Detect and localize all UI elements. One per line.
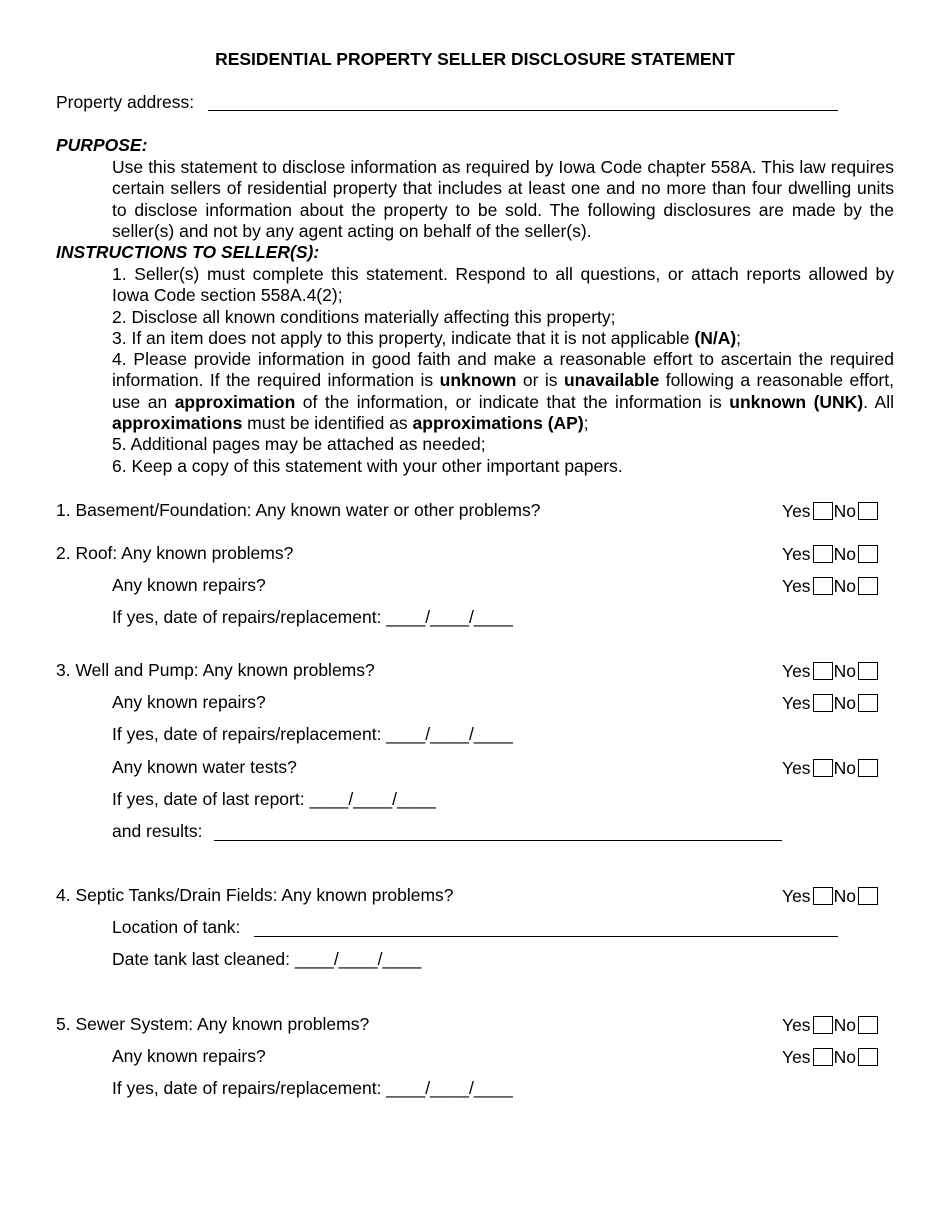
q3-repairs-yes-no: Yes No [782,694,879,713]
q3-tests-no-checkbox[interactable] [858,759,878,777]
q3-yes-no: Yes No [782,662,879,681]
instruction-4: 4. Please provide information in good faith and make a reasonable effort to ascertain the required information. If the required information is unknown or is unavailable following a reasonable effort, use an approximation of the information, or indicate that the information is unknown (UNK). All approximations must be identified as approximations (AP); [112,349,895,434]
q4-location-field[interactable] [254,936,838,937]
q3-repairs-yes-checkbox[interactable] [813,694,833,712]
q4-yes-checkbox[interactable] [813,887,833,905]
q3-tests-yes-checkbox[interactable] [813,759,833,777]
q3-water-tests-question: Any known water tests? [112,757,297,777]
q5-yes-checkbox[interactable] [813,1016,833,1034]
property-address-field[interactable] [208,110,838,111]
q1-yes-no: Yes No [782,502,879,521]
q3-report-date[interactable]: If yes, date of last report: ____/____/____ [112,789,436,809]
q3-repair-date[interactable]: If yes, date of repairs/replacement: ____/____/____ [112,724,513,744]
purpose-text: Use this statement to disclose information as required by Iowa Code chapter 558A. This law requires certain sellers of residential property that includes at least one and no more than four dwelling units to disclose information about the property to be sold. The following disclosures are made by the seller(s) and not by any agent acting on behalf of the seller(s). [112,157,894,241]
purpose-heading: PURPOSE: [56,135,148,155]
q4-yes-no: Yes No [782,887,879,906]
q2-repairs-no-checkbox[interactable] [858,577,878,595]
property-address-label: Property address: [56,92,195,112]
q5-repairs-yes-checkbox[interactable] [813,1048,833,1066]
instructions-heading: INSTRUCTIONS TO SELLER(S): [56,242,320,262]
q4-cleaned-date[interactable]: Date tank last cleaned: ____/____/____ [112,949,422,969]
q2-yes-no: Yes No [782,545,879,564]
q3-tests-yes-no: Yes No [782,759,879,778]
q5-repair-date[interactable]: If yes, date of repairs/replacement: ____/____/____ [112,1078,513,1098]
q2-roof-question: 2. Roof: Any known problems? [56,543,294,563]
instruction-1: 1. Seller(s) must complete this statement. Respond to all questions, or attach reports allowed by Iowa Code section 558A.4(2); [112,264,894,306]
q4-septic-question: 4. Septic Tanks/Drain Fields: Any known problems? [56,885,454,905]
q2-no-checkbox[interactable] [858,545,878,563]
instructions-list [112,264,894,477]
q3-repairs-question: Any known repairs? [112,692,266,712]
q3-results-label: and results: [112,821,203,841]
q5-yes-no: Yes No [782,1016,879,1035]
q3-repairs-no-checkbox[interactable] [858,694,878,712]
q1-yes-checkbox[interactable] [813,502,833,520]
instruction-5: 5. Additional pages may be attached as needed; [112,434,486,455]
instruction-2: 2. Disclose all known conditions materially affecting this property; [112,306,616,327]
q4-location-label: Location of tank: [112,917,241,937]
instruction-3: 3. If an item does not apply to this property, indicate that it is not applicable (N/A); [112,327,742,348]
q4-no-checkbox[interactable] [858,887,878,905]
q2-repair-date[interactable]: If yes, date of repairs/replacement: ____/____/____ [112,607,513,627]
q3-results-field[interactable] [214,840,782,841]
q5-no-checkbox[interactable] [858,1016,878,1034]
q2-repairs-yes-checkbox[interactable] [813,577,833,595]
q1-no-checkbox[interactable] [858,502,878,520]
q2-repairs-yes-no: Yes No [782,577,879,596]
q2-repairs-question: Any known repairs? [112,575,266,595]
q5-repairs-no-checkbox[interactable] [858,1048,878,1066]
q3-yes-checkbox[interactable] [813,662,833,680]
q5-repairs-yes-no: Yes No [782,1048,879,1067]
q3-no-checkbox[interactable] [858,662,878,680]
q5-sewer-question: 5. Sewer System: Any known problems? [56,1014,370,1034]
q2-yes-checkbox[interactable] [813,545,833,563]
q1-basement-question: 1. Basement/Foundation: Any known water or other problems? [56,500,541,520]
q3-well-question: 3. Well and Pump: Any known problems? [56,660,375,680]
instruction-6: 6. Keep a copy of this statement with your other important papers. [112,455,623,476]
page-title: RESIDENTIAL PROPERTY SELLER DISCLOSURE STATEMENT [215,49,735,69]
q5-repairs-question: Any known repairs? [112,1046,266,1066]
